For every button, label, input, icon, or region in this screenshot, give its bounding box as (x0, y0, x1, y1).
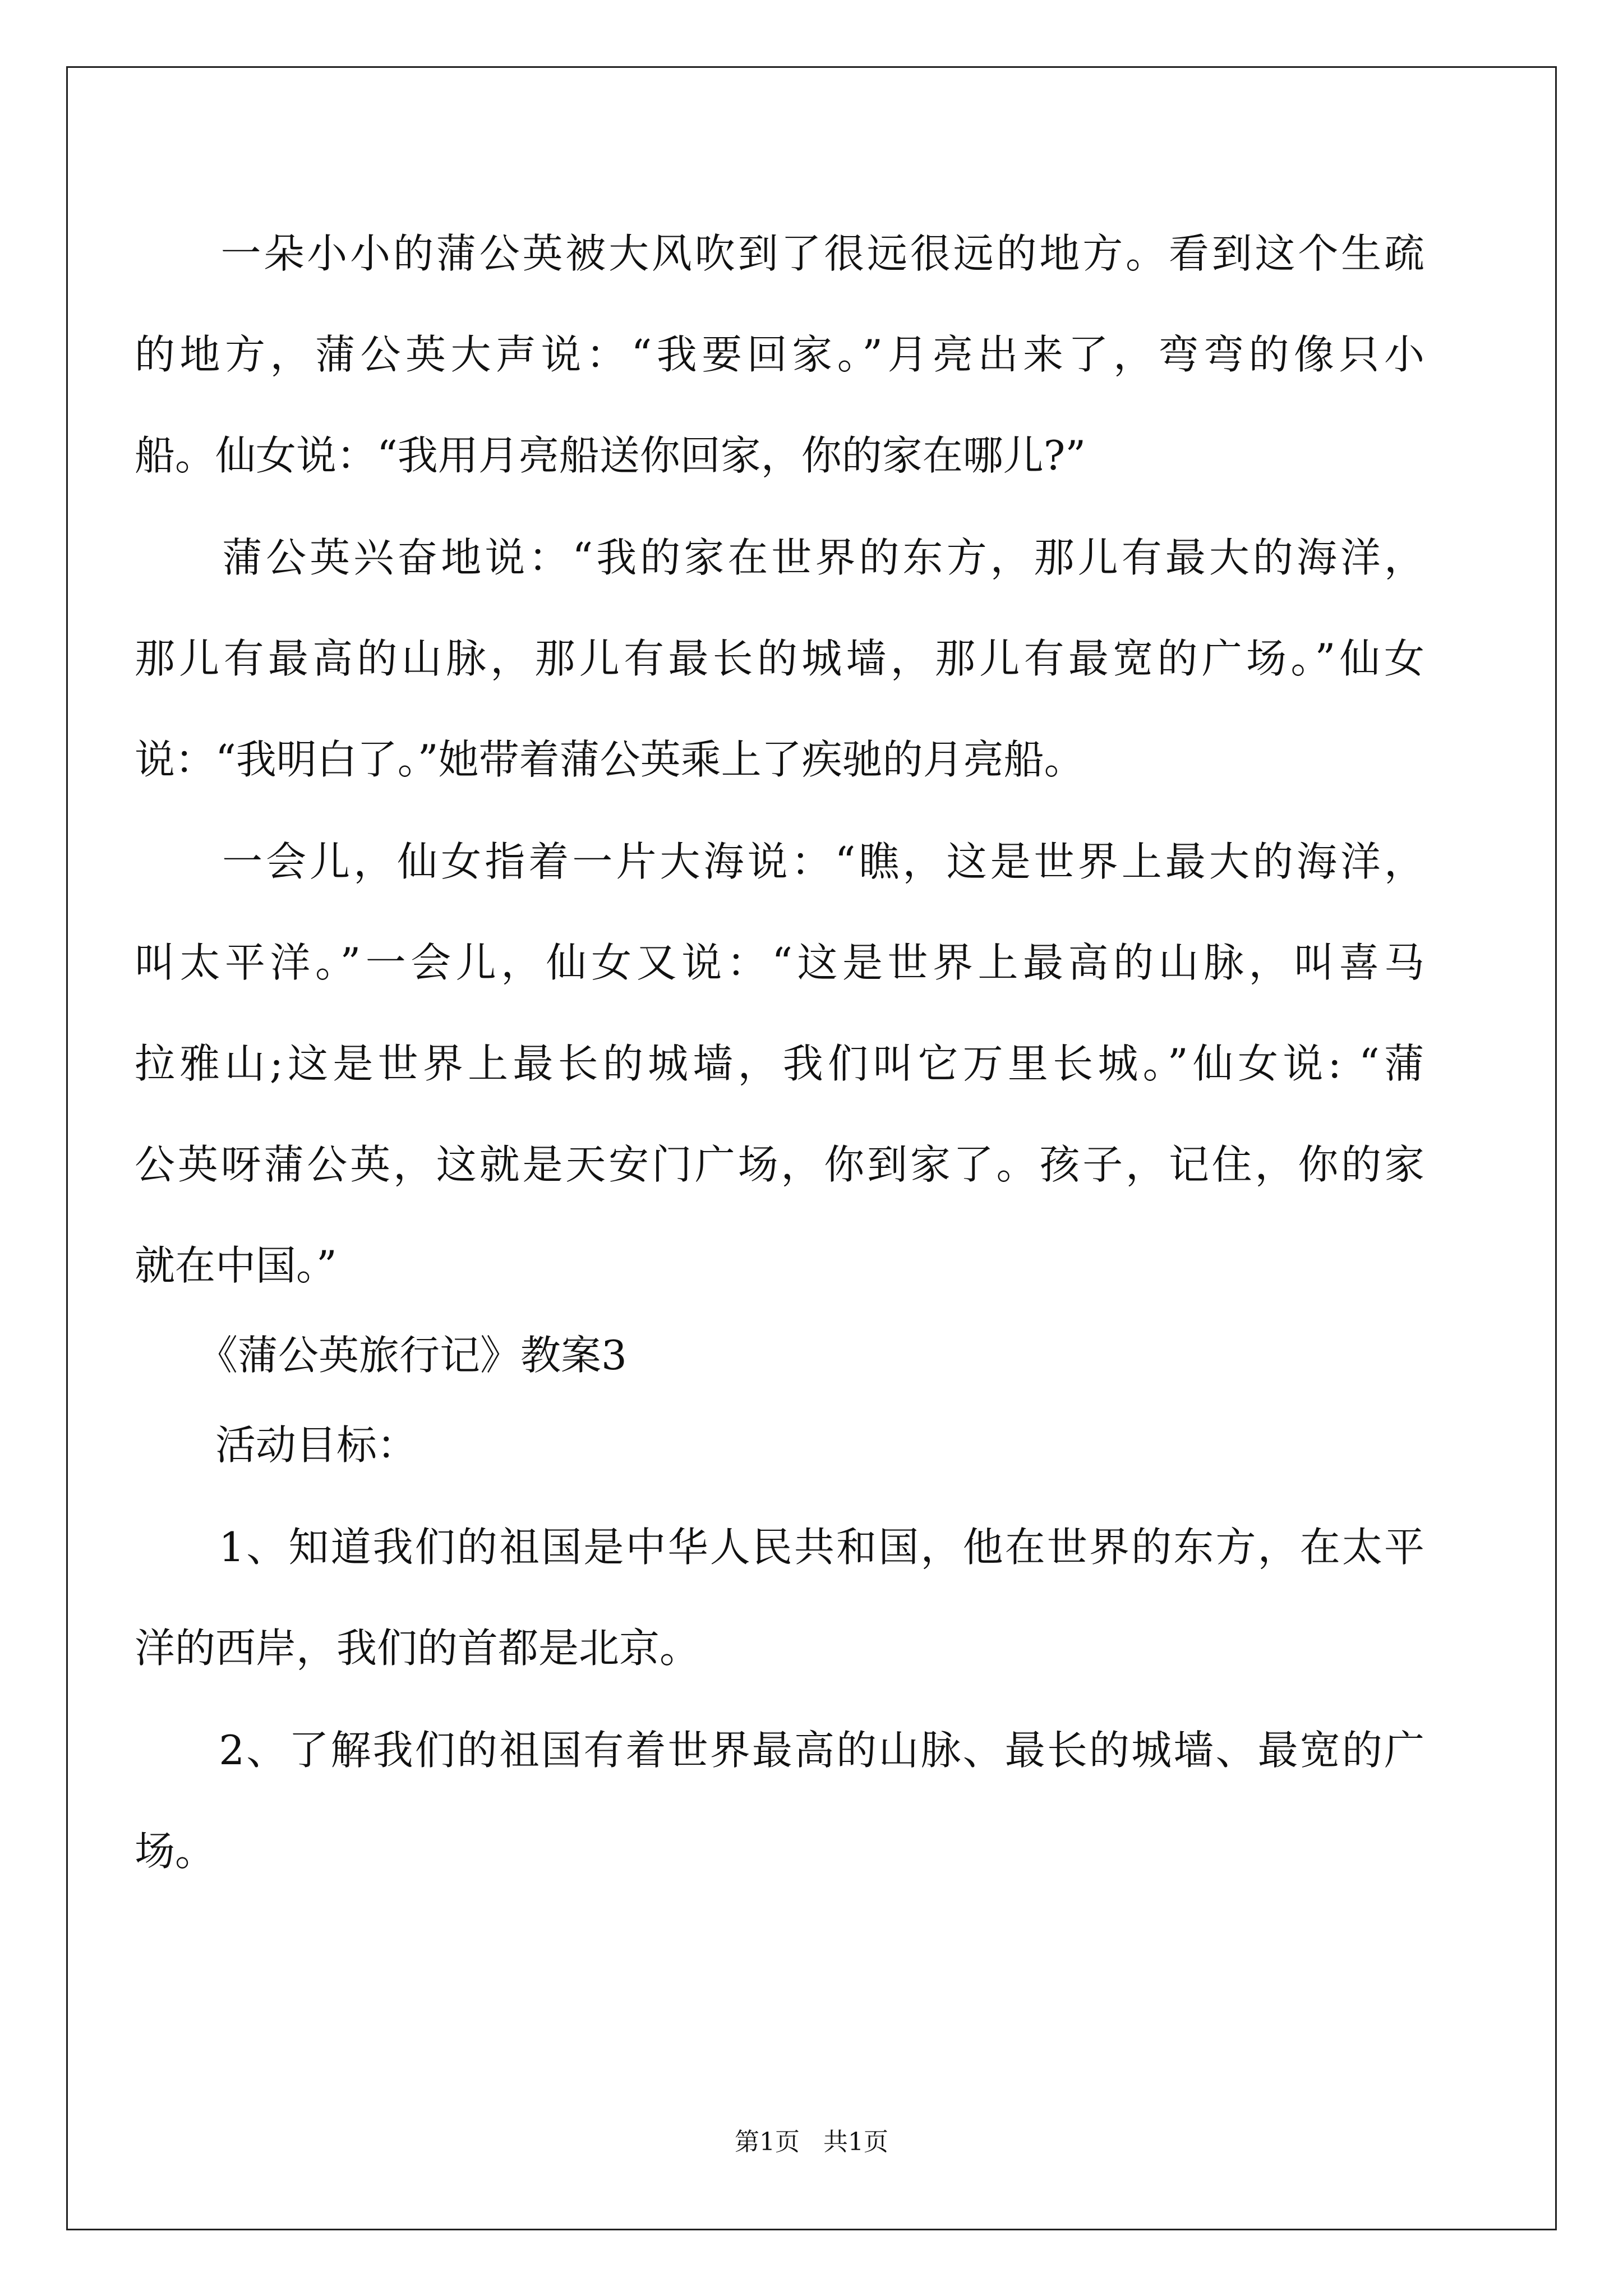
paragraph-2-line-1: 蒲公英兴奋地说：“我的家在世界的东方，那儿有最大的海洋， (135, 534, 1424, 581)
section-title: 《蒲公英旅行记》教案3 (197, 1332, 627, 1379)
objective-1-line-1: 1、知道我们的祖国是中华人民共和国，他在世界的东方，在太平 (135, 1524, 1424, 1571)
paragraph-1-line-1: 一朵小小的蒲公英被大风吹到了很远很远的地方。看到这个生疏 (135, 230, 1424, 277)
paragraph-3-line-2: 叫太平洋。”一会儿，仙女又说：“这是世界上最高的山脉，叫喜马 (135, 939, 1424, 986)
objectives-label: 活动目标： (135, 1421, 418, 1469)
paragraph-1-line-2: 的地方，蒲公英大声说：“我要回家。”月亮出来了，弯弯的像只小 (135, 331, 1424, 378)
paragraph-3-line-4: 公英呀蒲公英，这就是天安门广场，你到家了。孩子，记住，你的家 (135, 1141, 1424, 1188)
paragraph-3-line-5: 就在中国。” (135, 1242, 337, 1289)
objective-2-line-1: 2、了解我们的祖国有着世界最高的山脉、最长的城墙、最宽的广 (135, 1727, 1424, 1774)
objective-2-line-2: 场。 (135, 1828, 216, 1875)
page-number-total: 共1页 (823, 2128, 888, 2156)
paragraph-3-line-1: 一会儿，仙女指着一片大海说：“瞧，这是世界上最大的海洋， (135, 838, 1424, 885)
paragraph-2-line-3: 说：“我明白了。”她带着蒲公英乘上了疾驰的月亮船。 (135, 736, 1085, 783)
paragraph-3-line-3: 拉雅山;这是世界上最长的城墙，我们叫它万里长城。”仙女说: “蒲 (135, 1040, 1424, 1087)
page-footer (0, 2125, 1623, 2159)
paragraph-2-line-2: 那儿有最高的山脉，那儿有最长的城墙，那儿有最宽的广场。”仙女 (135, 635, 1424, 682)
paragraph-1-line-3: 船。仙女说：“我用月亮船送你回家，你的家在哪儿?” (135, 432, 1086, 479)
page-number-current: 第1页 (735, 2128, 800, 2156)
objective-1-line-2: 洋的西岸，我们的首都是北京。 (135, 1625, 700, 1672)
